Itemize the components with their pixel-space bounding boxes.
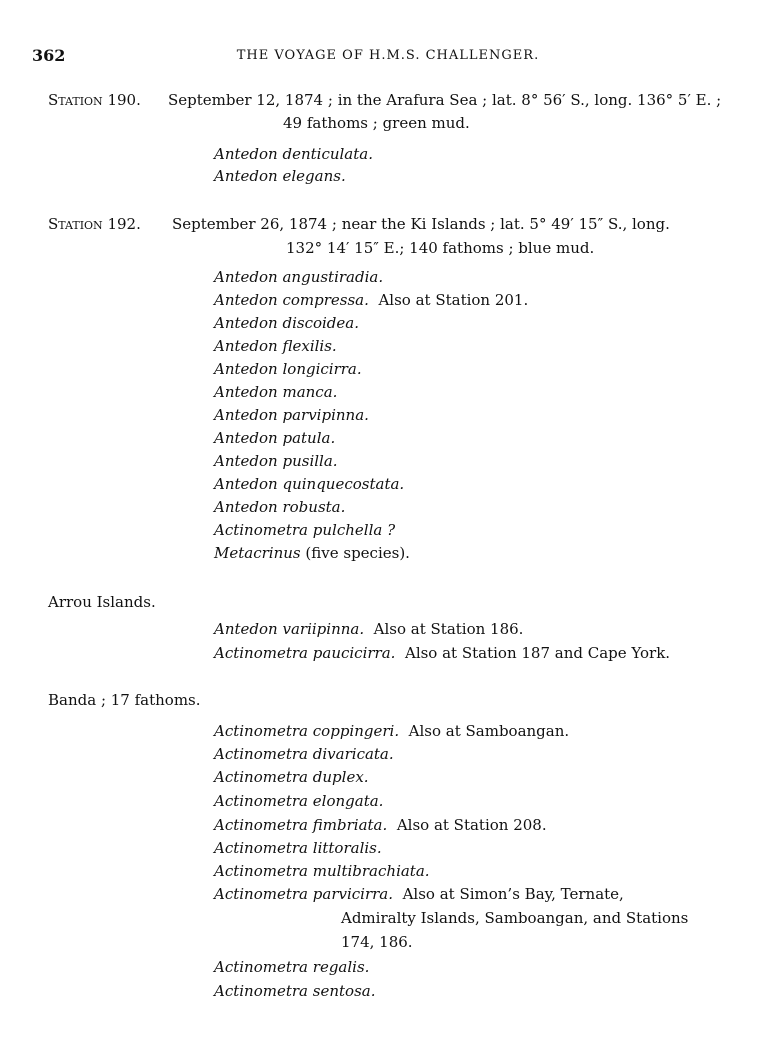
genus: Actinometra	[214, 982, 308, 1000]
species-note: Also at Station 201.	[378, 291, 529, 309]
species-entry	[214, 722, 569, 740]
station-label: Station 192.	[48, 215, 141, 233]
genus: Actinometra	[214, 792, 308, 810]
species-entry	[214, 406, 369, 424]
species-entry	[214, 145, 373, 163]
genus: Antedon	[214, 268, 278, 286]
species-entry	[214, 958, 369, 976]
species-epithet: pusilla.	[282, 452, 338, 470]
species-epithet: flexilis.	[282, 337, 337, 355]
species-entry	[214, 291, 528, 309]
species-note: Also at Station 186.	[373, 620, 524, 638]
station-description: September 12, 1874 ; in the Arafura Sea ; lat. 8° 56′ S., long. 136° 5′ E. ;	[168, 91, 722, 109]
species-note: Also at Station 187 and Cape York.	[404, 644, 671, 662]
species-entry	[214, 862, 430, 880]
species-epithet: robusta.	[282, 498, 346, 516]
species-entry	[214, 475, 404, 493]
genus: Antedon	[214, 337, 278, 355]
species-note: (five species).	[305, 544, 410, 562]
genus: Antedon	[214, 498, 278, 516]
species-note: Also at Simon’s Bay, Ternate,	[402, 885, 624, 903]
species-epithet: elegans.	[282, 167, 346, 185]
genus: Antedon	[214, 145, 278, 163]
species-epithet: sentosa.	[312, 982, 376, 1000]
species-entry	[214, 521, 395, 539]
species-epithet: paucicirra.	[312, 644, 396, 662]
species-epithet: variipinna.	[282, 620, 365, 638]
species-entry	[214, 314, 359, 332]
species-entry	[214, 429, 335, 447]
species-entry	[214, 885, 624, 903]
species-entry	[214, 768, 369, 786]
species-epithet: compressa.	[282, 291, 369, 309]
species-entry	[214, 644, 670, 662]
genus: Actinometra	[214, 862, 308, 880]
species-note: Also at Samboangan.	[408, 722, 570, 740]
page-number: 362	[32, 46, 66, 65]
species-epithet: multibrachiata.	[312, 862, 430, 880]
species-epithet: patula.	[282, 429, 336, 447]
species-epithet: parvicirra.	[312, 885, 394, 903]
species-entry	[214, 452, 338, 470]
genus: Actinometra	[214, 958, 308, 976]
species-epithet: littoralis.	[312, 839, 382, 857]
genus: Antedon	[214, 291, 278, 309]
species-epithet: duplex.	[312, 768, 369, 786]
genus: Actinometra	[214, 885, 308, 903]
genus: Antedon	[214, 167, 278, 185]
species-epithet: pulchella ?	[312, 521, 396, 539]
species-entry	[214, 268, 383, 286]
locality-label: Arrou Islands.	[48, 593, 156, 611]
locality-label: Banda ; 17 fathoms.	[48, 691, 201, 709]
station-label: Station 190.	[48, 91, 141, 109]
species-entry	[214, 360, 362, 378]
species-epithet: manca.	[282, 383, 338, 401]
genus: Actinometra	[214, 839, 308, 857]
species-note-cont: Admiralty Islands, Samboangan, and Stations	[341, 909, 689, 927]
genus: Antedon	[214, 314, 278, 332]
genus: Antedon	[214, 429, 278, 447]
species-epithet: parvipinna.	[282, 406, 369, 424]
species-epithet: divaricata.	[312, 745, 394, 763]
species-entry	[214, 839, 382, 857]
genus: Actinometra	[214, 768, 308, 786]
species-note-cont: 174, 186.	[341, 933, 413, 951]
species-epithet: quinquecostata.	[282, 475, 405, 493]
genus: Actinometra	[214, 644, 308, 662]
species-epithet: denticulata.	[282, 145, 373, 163]
genus: Antedon	[214, 383, 278, 401]
species-epithet: fimbriata.	[312, 816, 388, 834]
genus: Antedon	[214, 406, 278, 424]
species-epithet: coppingeri.	[312, 722, 400, 740]
genus: Antedon	[214, 452, 278, 470]
species-epithet: discoidea.	[282, 314, 360, 332]
species-entry	[214, 745, 394, 763]
genus: Antedon	[214, 475, 278, 493]
running-title: THE VOYAGE OF H.M.S. CHALLENGER.	[236, 48, 540, 63]
species-entry	[214, 544, 410, 562]
species-entry	[214, 816, 547, 834]
species-entry	[214, 337, 337, 355]
species-epithet: angustiradia.	[282, 268, 384, 286]
species-note: Also at Station 208.	[396, 816, 547, 834]
genus: Actinometra	[214, 722, 308, 740]
genus: Metacrinus	[214, 544, 301, 562]
station-description: September 26, 1874 ; near the Ki Islands ; lat. 5° 49′ 15″ S., long.	[172, 215, 670, 233]
genus: Actinometra	[214, 816, 308, 834]
station-description-cont: 49 fathoms ; green mud.	[283, 114, 470, 132]
species-entry	[214, 982, 375, 1000]
species-epithet: regalis.	[312, 958, 370, 976]
species-epithet: longicirra.	[282, 360, 362, 378]
species-entry	[214, 167, 346, 185]
species-epithet: elongata.	[312, 792, 384, 810]
station-description-cont: 132° 14′ 15″ E.; 140 fathoms ; blue mud.	[286, 239, 595, 257]
genus: Antedon	[214, 620, 278, 638]
species-entry	[214, 498, 345, 516]
species-entry	[214, 383, 337, 401]
genus: Actinometra	[214, 521, 308, 539]
genus: Antedon	[214, 360, 278, 378]
genus: Actinometra	[214, 745, 308, 763]
species-entry	[214, 620, 523, 638]
species-entry	[214, 792, 383, 810]
